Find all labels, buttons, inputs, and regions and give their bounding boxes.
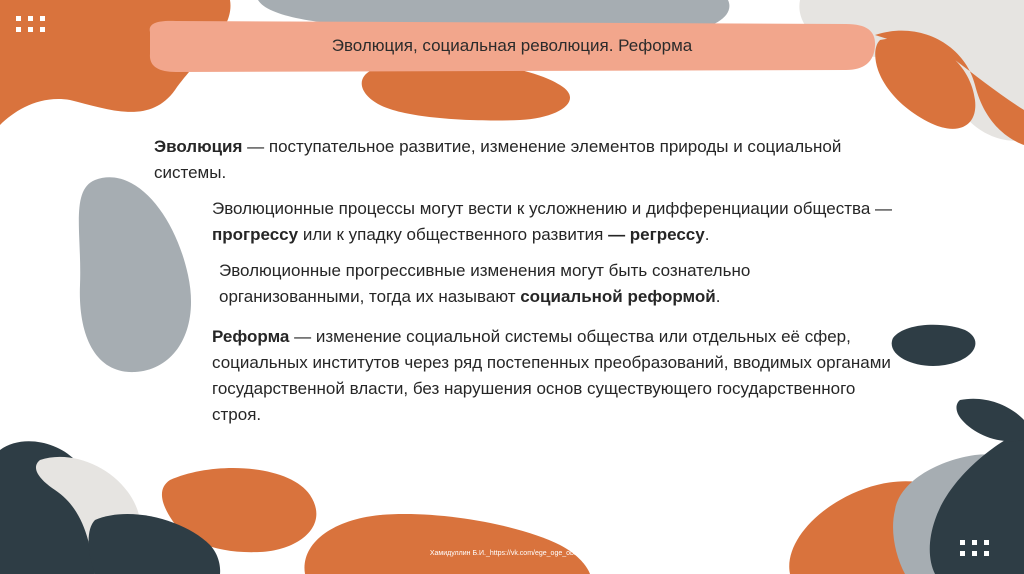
gray-blob-left [79, 177, 191, 372]
term-regress: — регрессу [608, 225, 705, 244]
term-evolution: Эволюция [154, 137, 243, 156]
definition-text: — поступательное развитие, изменение элементов природы и социальной системы. [154, 137, 842, 182]
paragraph-processes [212, 196, 902, 248]
definition-evolution [154, 134, 844, 186]
orange-blob-bottom-center [304, 514, 590, 574]
text-segment: . [715, 287, 721, 306]
text-segment: . [704, 225, 710, 244]
term-reform: Реформа [212, 327, 290, 346]
paragraph-reform-note [219, 258, 859, 310]
text-segment: Эволюционные процессы могут вести к усложнению и дифференциации общества — [212, 199, 893, 218]
definition-reform [212, 324, 892, 428]
text-segment: или к упадку общественного развития [298, 225, 609, 244]
term-progress: прогрессу [212, 225, 299, 244]
footer-credit: Хамидуллин Б.И._https://vk.com/ege_oge_obshestv [429, 550, 595, 557]
dark-blob-bottom-right-edge [956, 399, 1024, 442]
text-segment: Эволюционные прогрессивные изменения могут быть сознательно организованными, тогда их называют [219, 261, 751, 306]
definition-text: — изменение социальной системы общества или отдельных её сфер, социальных институтов через ряд постепенных преобразований, вводимых органами государственной власти, без нарушения основ существующего государственного строя. [212, 327, 891, 424]
page-title: Эволюция, социальная революция. Реформа [331, 36, 693, 55]
term-social-reform: социальной реформой [520, 287, 716, 306]
dots-grid-icon [16, 16, 48, 32]
dark-blob-right-small [892, 325, 976, 366]
